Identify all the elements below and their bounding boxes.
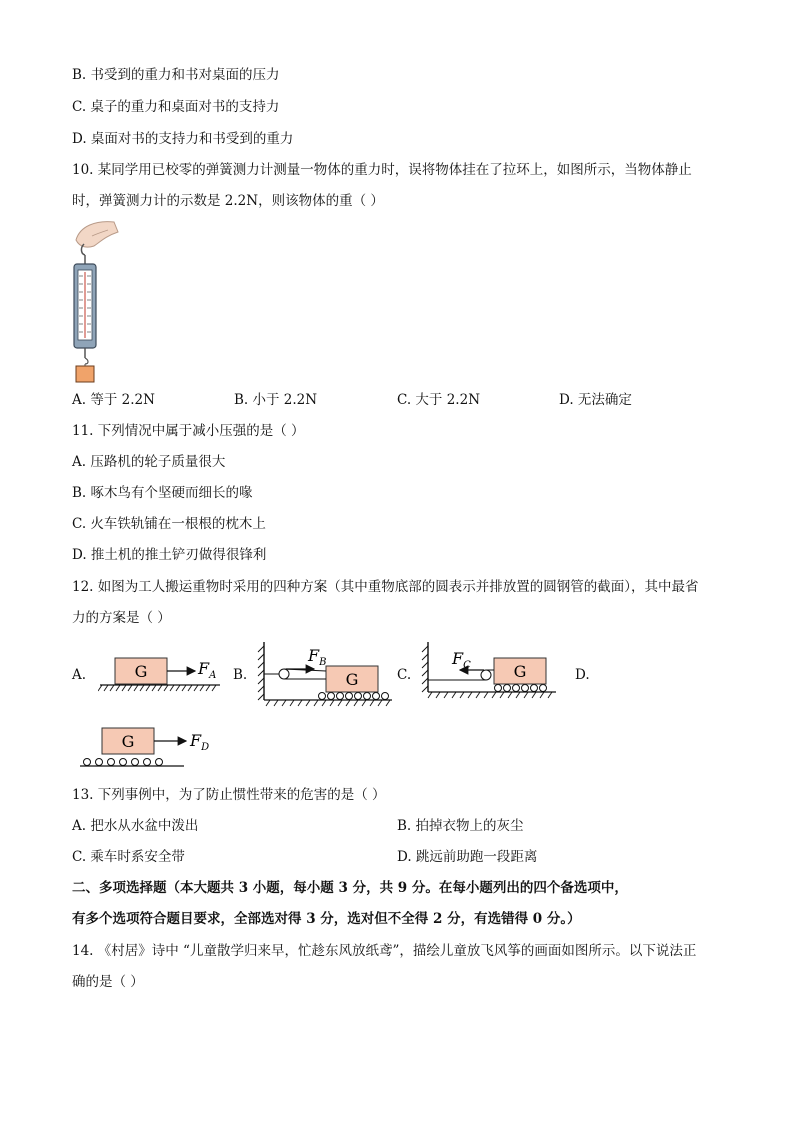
q11-option-a: A. 压路机的轮子质量很大 [72,454,226,470]
q12-figure-b [256,640,396,708]
hanging-weight [76,366,94,382]
block-g-label: G [345,670,359,689]
q12-stem-line1: 12. 如图为工人搬运重物时采用的四种方案（其中重物底部的圆表示并排放置的圆钢管的截面），其中最省 [72,579,699,595]
q12-option-a-label: A. [72,667,87,683]
q14-stem-line1: 14. 《村居》诗中 “儿童散学归来早，忙趁东风放纸鸢”，描绘儿童放飞风筝的画面如图所示。以下说法正 [72,943,697,959]
q11-stem: 11. 下列情况中属于减小压强的是（ ） [72,423,305,439]
force-label-c: $F_C$ [452,649,471,671]
force-label-a: $F_A$ [198,659,217,681]
q12-option-c-label: C. [397,667,412,683]
q9-option-b: B. 书受到的重力和书对桌面的压力 [72,67,280,83]
q12-option-d-label: D. [575,667,590,683]
q12-figure-a [98,652,228,694]
q10-option-c: C. 大于 2.2N [397,392,481,408]
q11-option-d: D. 推土机的推土铲刃做得很锋利 [72,547,267,563]
q12-figure-c [418,640,560,708]
hand-icon [76,222,118,247]
q14-stem-line2: 确的是（ ） [72,974,144,990]
q10-stem-line2: 时，弹簧测力计的示数是 2.2N，则该物体的重（ ） [72,193,384,209]
q9-option-c: C. 桌子的重力和桌面对书的支持力 [72,99,280,115]
q13-option-d: D. 跳远前助跑一段距离 [397,849,538,865]
q10-stem-line1: 10. 某同学用已校零的弹簧测力计测量一物体的重力时，误将物体挂在了拉环上，如图所示，当物体静止 [72,162,692,178]
force-label-d: $F_D$ [190,731,210,753]
q12-option-b-label: B. [233,667,248,683]
q12-figure-d [78,724,228,770]
q11-option-c: C. 火车铁轨铺在一根根的枕木上 [72,516,266,532]
pulley-icon [481,670,491,680]
block-g-label: G [134,662,148,681]
spring-scale-figure [66,218,122,384]
q11-option-b: B. 啄木鸟有个坚硬而细长的喙 [72,485,253,501]
q9-option-d: D. 桌面对书的支持力和书受到的重力 [72,131,294,147]
q13-stem: 13. 下列事例中，为了防止惯性带来的危害的是（ ） [72,787,386,803]
q12-stem-line2: 力的方案是（ ） [72,610,171,626]
q13-option-a: A. 把水从水盆中泼出 [72,818,199,834]
section-2-heading-line1: 二、多项选择题（本大题共 3 小题，每小题 3 分，共 9 分。在每小题列出的四个备选项中， [72,880,628,896]
q13-option-b: B. 拍掉衣物上的灰尘 [397,818,524,834]
q10-option-d: D. 无法确定 [559,392,632,408]
q13-option-c: C. 乘车时系安全带 [72,849,185,865]
q10-option-b: B. 小于 2.2N [234,392,318,408]
section-2-heading-line2: 有多个选项符合题目要求，全部选对得 3 分，选对但不全得 2 分，有选错得 0 分。） [72,911,581,927]
block-g-label: G [513,662,527,681]
force-label-b: $F_B$ [308,646,327,668]
block-g-label: G [121,732,135,751]
q10-option-a: A. 等于 2.2N [72,392,155,408]
pulley-icon [279,669,289,679]
